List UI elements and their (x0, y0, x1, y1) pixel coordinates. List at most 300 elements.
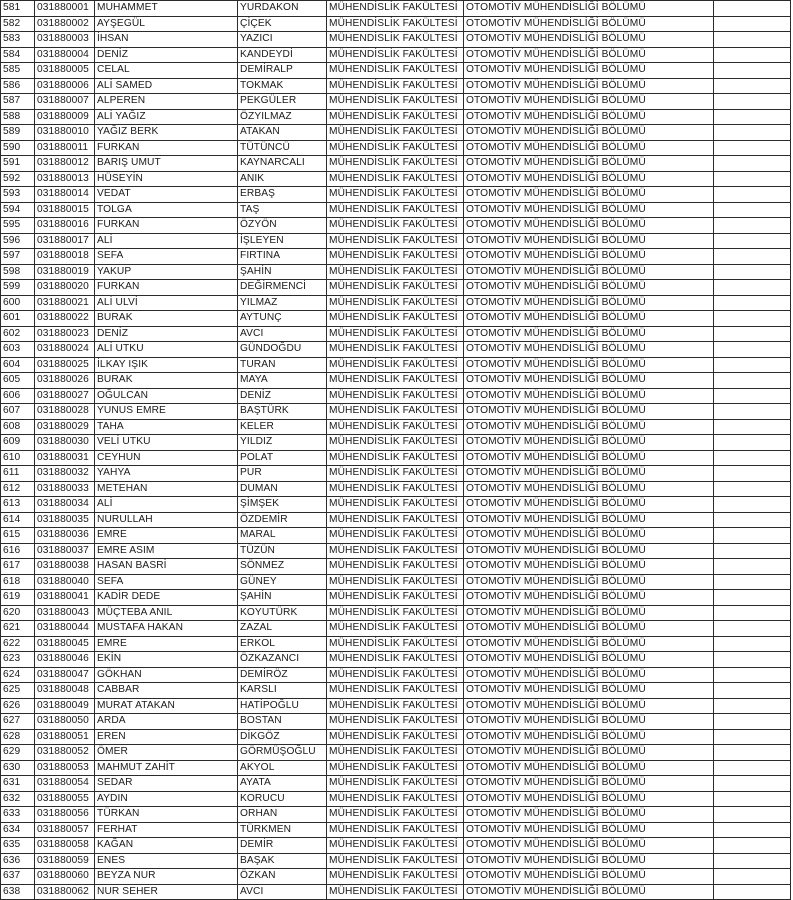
row-number-cell: 634 (1, 822, 35, 838)
empty-cell (714, 171, 791, 187)
student-id-cell: 031880018 (35, 249, 95, 265)
department-cell: OTOMOTİV MÜHENDİSLİĞİ BÖLÜMÜ (464, 16, 714, 32)
table-row (1, 714, 791, 730)
empty-cell (714, 218, 791, 234)
student-id-cell: 031880019 (35, 264, 95, 280)
table-row (1, 218, 791, 234)
first-name-cell: BURAK (95, 373, 238, 389)
student-id-cell: 031880003 (35, 32, 95, 48)
first-name-cell: YUNUS EMRE (95, 404, 238, 420)
table-row (1, 466, 791, 482)
first-name-cell: ARDA (95, 714, 238, 730)
last-name-cell: GÜNDOĞDU (238, 342, 327, 358)
first-name-cell: ALPEREN (95, 94, 238, 110)
faculty-cell: MÜHENDİSLİK FAKÜLTESİ (327, 853, 464, 869)
row-number-cell: 605 (1, 373, 35, 389)
student-id-cell: 031880034 (35, 497, 95, 513)
empty-cell (714, 605, 791, 621)
student-id-cell: 031880035 (35, 512, 95, 528)
faculty-cell: MÜHENDİSLİK FAKÜLTESİ (327, 481, 464, 497)
empty-cell (714, 590, 791, 606)
table-row (1, 373, 791, 389)
last-name-cell: ÇİÇEK (238, 16, 327, 32)
department-cell: OTOMOTİV MÜHENDİSLİĞİ BÖLÜMÜ (464, 574, 714, 590)
faculty-cell: MÜHENDİSLİK FAKÜLTESİ (327, 497, 464, 513)
empty-cell (714, 249, 791, 265)
row-number-cell: 599 (1, 280, 35, 296)
student-id-cell: 031880031 (35, 450, 95, 466)
first-name-cell: VEDAT (95, 187, 238, 203)
faculty-cell: MÜHENDİSLİK FAKÜLTESİ (327, 373, 464, 389)
table-row (1, 202, 791, 218)
first-name-cell: OĞULCAN (95, 388, 238, 404)
empty-cell (714, 776, 791, 792)
department-cell: OTOMOTİV MÜHENDİSLİĞİ BÖLÜMÜ (464, 264, 714, 280)
table-row (1, 450, 791, 466)
row-number-cell: 614 (1, 512, 35, 528)
last-name-cell: DUMAN (238, 481, 327, 497)
faculty-cell: MÜHENDİSLİK FAKÜLTESİ (327, 605, 464, 621)
empty-cell (714, 497, 791, 513)
empty-cell (714, 295, 791, 311)
first-name-cell: İLKAY IŞIK (95, 357, 238, 373)
row-number-cell: 611 (1, 466, 35, 482)
first-name-cell: EMRE ASIM (95, 543, 238, 559)
last-name-cell: ÖZYÖN (238, 218, 327, 234)
department-cell: OTOMOTİV MÜHENDİSLİĞİ BÖLÜMÜ (464, 171, 714, 187)
department-cell: OTOMOTİV MÜHENDİSLİĞİ BÖLÜMÜ (464, 543, 714, 559)
student-id-cell: 031880013 (35, 171, 95, 187)
department-cell: OTOMOTİV MÜHENDİSLİĞİ BÖLÜMÜ (464, 729, 714, 745)
row-number-cell: 589 (1, 125, 35, 141)
last-name-cell: PUR (238, 466, 327, 482)
empty-cell (714, 357, 791, 373)
faculty-cell: MÜHENDİSLİK FAKÜLTESİ (327, 590, 464, 606)
faculty-cell: MÜHENDİSLİK FAKÜLTESİ (327, 404, 464, 420)
last-name-cell: TÜZÜN (238, 543, 327, 559)
department-cell: OTOMOTİV MÜHENDİSLİĞİ BÖLÜMÜ (464, 233, 714, 249)
department-cell: OTOMOTİV MÜHENDİSLİĞİ BÖLÜMÜ (464, 745, 714, 761)
last-name-cell: AYATA (238, 776, 327, 792)
first-name-cell: EMRE (95, 528, 238, 544)
row-number-cell: 608 (1, 419, 35, 435)
faculty-cell: MÜHENDİSLİK FAKÜLTESİ (327, 63, 464, 79)
row-number-cell: 632 (1, 791, 35, 807)
last-name-cell: ATAKAN (238, 125, 327, 141)
department-cell: OTOMOTİV MÜHENDİSLİĞİ BÖLÜMÜ (464, 667, 714, 683)
department-cell: OTOMOTİV MÜHENDİSLİĞİ BÖLÜMÜ (464, 78, 714, 94)
row-number-cell: 604 (1, 357, 35, 373)
row-number-cell: 598 (1, 264, 35, 280)
table-row (1, 838, 791, 854)
faculty-cell: MÜHENDİSLİK FAKÜLTESİ (327, 342, 464, 358)
last-name-cell: GÜNEY (238, 574, 327, 590)
table-row (1, 109, 791, 125)
last-name-cell: TAŞ (238, 202, 327, 218)
row-number-cell: 582 (1, 16, 35, 32)
table-row (1, 140, 791, 156)
empty-cell (714, 1, 791, 17)
student-id-cell: 031880025 (35, 357, 95, 373)
department-cell: OTOMOTİV MÜHENDİSLİĞİ BÖLÜMÜ (464, 884, 714, 900)
row-number-cell: 619 (1, 590, 35, 606)
table-row (1, 791, 791, 807)
student-id-cell: 031880004 (35, 47, 95, 63)
student-id-cell: 031880021 (35, 295, 95, 311)
row-number-cell: 586 (1, 78, 35, 94)
faculty-cell: MÜHENDİSLİK FAKÜLTESİ (327, 218, 464, 234)
department-cell: OTOMOTİV MÜHENDİSLİĞİ BÖLÜMÜ (464, 342, 714, 358)
table-row (1, 311, 791, 327)
table-row (1, 249, 791, 265)
department-cell: OTOMOTİV MÜHENDİSLİĞİ BÖLÜMÜ (464, 791, 714, 807)
row-number-cell: 588 (1, 109, 35, 125)
department-cell: OTOMOTİV MÜHENDİSLİĞİ BÖLÜMÜ (464, 63, 714, 79)
department-cell: OTOMOTİV MÜHENDİSLİĞİ BÖLÜMÜ (464, 187, 714, 203)
table-row (1, 280, 791, 296)
empty-cell (714, 450, 791, 466)
department-cell: OTOMOTİV MÜHENDİSLİĞİ BÖLÜMÜ (464, 698, 714, 714)
first-name-cell: SEDAR (95, 776, 238, 792)
faculty-cell: MÜHENDİSLİK FAKÜLTESİ (327, 559, 464, 575)
last-name-cell: TÜRKMEN (238, 822, 327, 838)
first-name-cell: ALİ YAĞIZ (95, 109, 238, 125)
faculty-cell: MÜHENDİSLİK FAKÜLTESİ (327, 187, 464, 203)
empty-cell (714, 574, 791, 590)
student-id-cell: 031880053 (35, 760, 95, 776)
department-cell: OTOMOTİV MÜHENDİSLİĞİ BÖLÜMÜ (464, 388, 714, 404)
row-number-cell: 627 (1, 714, 35, 730)
last-name-cell: MAYA (238, 373, 327, 389)
table-row (1, 590, 791, 606)
student-id-cell: 031880024 (35, 342, 95, 358)
empty-cell (714, 884, 791, 900)
table-row (1, 543, 791, 559)
last-name-cell: YILMAZ (238, 295, 327, 311)
table-row (1, 264, 791, 280)
last-name-cell: KANDEYDİ (238, 47, 327, 63)
empty-cell (714, 202, 791, 218)
row-number-cell: 625 (1, 683, 35, 699)
last-name-cell: FIRTINA (238, 249, 327, 265)
faculty-cell: MÜHENDİSLİK FAKÜLTESİ (327, 512, 464, 528)
student-id-cell: 031880022 (35, 311, 95, 327)
faculty-cell: MÜHENDİSLİK FAKÜLTESİ (327, 884, 464, 900)
row-number-cell: 615 (1, 528, 35, 544)
row-number-cell: 613 (1, 497, 35, 513)
first-name-cell: VELİ UTKU (95, 435, 238, 451)
faculty-cell: MÜHENDİSLİK FAKÜLTESİ (327, 249, 464, 265)
department-cell: OTOMOTİV MÜHENDİSLİĞİ BÖLÜMÜ (464, 94, 714, 110)
row-number-cell: 636 (1, 853, 35, 869)
last-name-cell: ÖZKAN (238, 869, 327, 885)
student-id-cell: 031880011 (35, 140, 95, 156)
first-name-cell: HÜSEYİN (95, 171, 238, 187)
empty-cell (714, 16, 791, 32)
faculty-cell: MÜHENDİSLİK FAKÜLTESİ (327, 1, 464, 17)
last-name-cell: BAŞAK (238, 853, 327, 869)
department-cell: OTOMOTİV MÜHENDİSLİĞİ BÖLÜMÜ (464, 528, 714, 544)
table-row (1, 47, 791, 63)
first-name-cell: AYDIN (95, 791, 238, 807)
first-name-cell: AYŞEGÜL (95, 16, 238, 32)
last-name-cell: ÖZYILMAZ (238, 109, 327, 125)
first-name-cell: NURULLAH (95, 512, 238, 528)
department-cell: OTOMOTİV MÜHENDİSLİĞİ BÖLÜMÜ (464, 512, 714, 528)
student-id-cell: 031880005 (35, 63, 95, 79)
student-id-cell: 031880038 (35, 559, 95, 575)
empty-cell (714, 435, 791, 451)
row-number-cell: 600 (1, 295, 35, 311)
student-id-cell: 031880058 (35, 838, 95, 854)
department-cell: OTOMOTİV MÜHENDİSLİĞİ BÖLÜMÜ (464, 838, 714, 854)
department-cell: OTOMOTİV MÜHENDİSLİĞİ BÖLÜMÜ (464, 202, 714, 218)
row-number-cell: 591 (1, 156, 35, 172)
table-row (1, 652, 791, 668)
first-name-cell: MÜÇTEBA ANIL (95, 605, 238, 621)
empty-cell (714, 791, 791, 807)
first-name-cell: ALİ (95, 497, 238, 513)
row-number-cell: 597 (1, 249, 35, 265)
first-name-cell: ALİ (95, 233, 238, 249)
faculty-cell: MÜHENDİSLİK FAKÜLTESİ (327, 311, 464, 327)
student-id-cell: 031880043 (35, 605, 95, 621)
table-row (1, 574, 791, 590)
empty-cell (714, 683, 791, 699)
first-name-cell: İHSAN (95, 32, 238, 48)
faculty-cell: MÜHENDİSLİK FAKÜLTESİ (327, 543, 464, 559)
last-name-cell: ŞAHİN (238, 590, 327, 606)
row-number-cell: 633 (1, 807, 35, 823)
student-id-cell: 031880002 (35, 16, 95, 32)
student-id-cell: 031880023 (35, 326, 95, 342)
empty-cell (714, 481, 791, 497)
last-name-cell: BAŞTÜRK (238, 404, 327, 420)
student-id-cell: 031880012 (35, 156, 95, 172)
student-id-cell: 031880014 (35, 187, 95, 203)
row-number-cell: 592 (1, 171, 35, 187)
faculty-cell: MÜHENDİSLİK FAKÜLTESİ (327, 528, 464, 544)
last-name-cell: TÜTÜNCÜ (238, 140, 327, 156)
first-name-cell: CABBAR (95, 683, 238, 699)
department-cell: OTOMOTİV MÜHENDİSLİĞİ BÖLÜMÜ (464, 156, 714, 172)
empty-cell (714, 621, 791, 637)
student-id-cell: 031880028 (35, 404, 95, 420)
department-cell: OTOMOTİV MÜHENDİSLİĞİ BÖLÜMÜ (464, 760, 714, 776)
department-cell: OTOMOTİV MÜHENDİSLİĞİ BÖLÜMÜ (464, 404, 714, 420)
first-name-cell: CEYHUN (95, 450, 238, 466)
table-row (1, 884, 791, 900)
last-name-cell: BOSTAN (238, 714, 327, 730)
faculty-cell: MÜHENDİSLİK FAKÜLTESİ (327, 357, 464, 373)
last-name-cell: ZAZAL (238, 621, 327, 637)
faculty-cell: MÜHENDİSLİK FAKÜLTESİ (327, 264, 464, 280)
first-name-cell: METEHAN (95, 481, 238, 497)
first-name-cell: FERHAT (95, 822, 238, 838)
empty-cell (714, 373, 791, 389)
table-row (1, 171, 791, 187)
department-cell: OTOMOTİV MÜHENDİSLİĞİ BÖLÜMÜ (464, 652, 714, 668)
table-row (1, 559, 791, 575)
student-id-cell: 031880040 (35, 574, 95, 590)
student-id-cell: 031880055 (35, 791, 95, 807)
first-name-cell: MUSTAFA HAKAN (95, 621, 238, 637)
first-name-cell: ALİ UTKU (95, 342, 238, 358)
row-number-cell: 587 (1, 94, 35, 110)
first-name-cell: ÖMER (95, 745, 238, 761)
empty-cell (714, 140, 791, 156)
row-number-cell: 606 (1, 388, 35, 404)
faculty-cell: MÜHENDİSLİK FAKÜLTESİ (327, 125, 464, 141)
first-name-cell: FURKAN (95, 140, 238, 156)
first-name-cell: BURAK (95, 311, 238, 327)
department-cell: OTOMOTİV MÜHENDİSLİĞİ BÖLÜMÜ (464, 32, 714, 48)
first-name-cell: FURKAN (95, 218, 238, 234)
table-row (1, 78, 791, 94)
first-name-cell: SEFA (95, 249, 238, 265)
first-name-cell: EMRE (95, 636, 238, 652)
first-name-cell: MUHAMMET (95, 1, 238, 17)
row-number-cell: 612 (1, 481, 35, 497)
table-row (1, 1, 791, 17)
first-name-cell: EKİN (95, 652, 238, 668)
department-cell: OTOMOTİV MÜHENDİSLİĞİ BÖLÜMÜ (464, 326, 714, 342)
department-cell: OTOMOTİV MÜHENDİSLİĞİ BÖLÜMÜ (464, 295, 714, 311)
student-id-cell: 031880009 (35, 109, 95, 125)
table-row (1, 667, 791, 683)
faculty-cell: MÜHENDİSLİK FAKÜLTESİ (327, 419, 464, 435)
empty-cell (714, 94, 791, 110)
last-name-cell: SÖNMEZ (238, 559, 327, 575)
row-number-cell: 631 (1, 776, 35, 792)
table-row (1, 295, 791, 311)
last-name-cell: KARSLI (238, 683, 327, 699)
faculty-cell: MÜHENDİSLİK FAKÜLTESİ (327, 94, 464, 110)
empty-cell (714, 822, 791, 838)
table-row (1, 187, 791, 203)
table-row (1, 528, 791, 544)
row-number-cell: 583 (1, 32, 35, 48)
first-name-cell: YAKUP (95, 264, 238, 280)
row-number-cell: 621 (1, 621, 35, 637)
table-row (1, 16, 791, 32)
faculty-cell: MÜHENDİSLİK FAKÜLTESİ (327, 295, 464, 311)
row-number-cell: 637 (1, 869, 35, 885)
table-row (1, 869, 791, 885)
row-number-cell: 584 (1, 47, 35, 63)
row-number-cell: 607 (1, 404, 35, 420)
student-id-cell: 031880057 (35, 822, 95, 838)
faculty-cell: MÜHENDİSLİK FAKÜLTESİ (327, 714, 464, 730)
row-number-cell: 596 (1, 233, 35, 249)
department-cell: OTOMOTİV MÜHENDİSLİĞİ BÖLÜMÜ (464, 357, 714, 373)
faculty-cell: MÜHENDİSLİK FAKÜLTESİ (327, 636, 464, 652)
empty-cell (714, 714, 791, 730)
department-cell: OTOMOTİV MÜHENDİSLİĞİ BÖLÜMÜ (464, 373, 714, 389)
table-row (1, 636, 791, 652)
faculty-cell: MÜHENDİSLİK FAKÜLTESİ (327, 47, 464, 63)
row-number-cell: 618 (1, 574, 35, 590)
table-row (1, 326, 791, 342)
last-name-cell: TURAN (238, 357, 327, 373)
department-cell: OTOMOTİV MÜHENDİSLİĞİ BÖLÜMÜ (464, 419, 714, 435)
department-cell: OTOMOTİV MÜHENDİSLİĞİ BÖLÜMÜ (464, 450, 714, 466)
empty-cell (714, 528, 791, 544)
empty-cell (714, 760, 791, 776)
table-row (1, 233, 791, 249)
table-row (1, 419, 791, 435)
empty-cell (714, 698, 791, 714)
faculty-cell: MÜHENDİSLİK FAKÜLTESİ (327, 683, 464, 699)
faculty-cell: MÜHENDİSLİK FAKÜLTESİ (327, 745, 464, 761)
department-cell: OTOMOTİV MÜHENDİSLİĞİ BÖLÜMÜ (464, 497, 714, 513)
faculty-cell: MÜHENDİSLİK FAKÜLTESİ (327, 109, 464, 125)
first-name-cell: MAHMUT ZAHİT (95, 760, 238, 776)
faculty-cell: MÜHENDİSLİK FAKÜLTESİ (327, 388, 464, 404)
table-row (1, 698, 791, 714)
last-name-cell: ANIK (238, 171, 327, 187)
student-id-cell: 031880001 (35, 1, 95, 17)
last-name-cell: HATİPOĞLU (238, 698, 327, 714)
first-name-cell: BEYZA NUR (95, 869, 238, 885)
first-name-cell: ALİ ULVİ (95, 295, 238, 311)
row-number-cell: 603 (1, 342, 35, 358)
empty-cell (714, 264, 791, 280)
student-id-cell: 031880010 (35, 125, 95, 141)
row-number-cell: 585 (1, 63, 35, 79)
first-name-cell: DENİZ (95, 47, 238, 63)
faculty-cell: MÜHENDİSLİK FAKÜLTESİ (327, 698, 464, 714)
department-cell: OTOMOTİV MÜHENDİSLİĞİ BÖLÜMÜ (464, 1, 714, 17)
empty-cell (714, 729, 791, 745)
row-number-cell: 602 (1, 326, 35, 342)
faculty-cell: MÜHENDİSLİK FAKÜLTESİ (327, 280, 464, 296)
student-id-cell: 031880016 (35, 218, 95, 234)
department-cell: OTOMOTİV MÜHENDİSLİĞİ BÖLÜMÜ (464, 125, 714, 141)
empty-cell (714, 838, 791, 854)
empty-cell (714, 311, 791, 327)
empty-cell (714, 63, 791, 79)
last-name-cell: ERBAŞ (238, 187, 327, 203)
faculty-cell: MÜHENDİSLİK FAKÜLTESİ (327, 791, 464, 807)
row-number-cell: 594 (1, 202, 35, 218)
department-cell: OTOMOTİV MÜHENDİSLİĞİ BÖLÜMÜ (464, 249, 714, 265)
last-name-cell: ŞAHİN (238, 264, 327, 280)
last-name-cell: ŞİMŞEK (238, 497, 327, 513)
last-name-cell: DENİZ (238, 388, 327, 404)
last-name-cell: YILDIZ (238, 435, 327, 451)
empty-cell (714, 745, 791, 761)
last-name-cell: POLAT (238, 450, 327, 466)
student-id-cell: 031880006 (35, 78, 95, 94)
last-name-cell: AVCI (238, 884, 327, 900)
faculty-cell: MÜHENDİSLİK FAKÜLTESİ (327, 869, 464, 885)
student-id-cell: 031880030 (35, 435, 95, 451)
roster-body (1, 1, 791, 900)
faculty-cell: MÜHENDİSLİK FAKÜLTESİ (327, 466, 464, 482)
table-row (1, 32, 791, 48)
department-cell: OTOMOTİV MÜHENDİSLİĞİ BÖLÜMÜ (464, 636, 714, 652)
last-name-cell: KELER (238, 419, 327, 435)
table-row (1, 63, 791, 79)
student-id-cell: 031880033 (35, 481, 95, 497)
department-cell: OTOMOTİV MÜHENDİSLİĞİ BÖLÜMÜ (464, 435, 714, 451)
department-cell: OTOMOTİV MÜHENDİSLİĞİ BÖLÜMÜ (464, 280, 714, 296)
faculty-cell: MÜHENDİSLİK FAKÜLTESİ (327, 822, 464, 838)
last-name-cell: KAYNARCALI (238, 156, 327, 172)
student-id-cell: 031880032 (35, 466, 95, 482)
student-id-cell: 031880041 (35, 590, 95, 606)
